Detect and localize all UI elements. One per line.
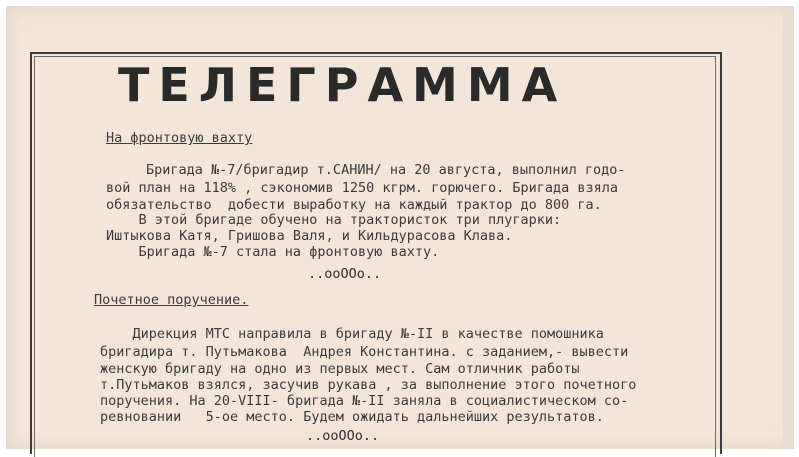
text-line: женскую бригаду на одно из первых мест. Сам отличник работы <box>100 361 580 377</box>
document-title: ТЕЛЕГРАММА <box>118 58 567 112</box>
text-line: Иштыкова Катя, Гришова Валя, и Кильдурасова Клава. <box>106 228 513 244</box>
text-line: В этой бригаде обучено на трактористок три плугарки: <box>106 212 562 228</box>
section-heading-front-watch: На фронтовую вахту <box>106 130 253 146</box>
text-line: т.Путьмаков взялся, засучив рукава , за выполнение этого почетного <box>100 377 637 393</box>
text-line: поручения. На 20-VIII- бригада №-II заняла в социалистическом со- <box>100 393 629 409</box>
text-line: ревновании 5-ое место. Будем ожидать дальнейших результатов. <box>100 409 604 425</box>
text-line: обязательство добести выработку на каждый трактор до 800 га. <box>106 197 602 213</box>
text-line: Бригада №-7 стала на фронтовую вахту. <box>106 244 440 260</box>
section-heading-honor-assignment: Почетное поручение. <box>94 292 249 308</box>
text-line: Дирекция МТС направила в бригаду №-II в качестве помошника <box>100 326 604 342</box>
text-line: вой план на 118% , сэкономив 1250 кгрм. горючего. Бригада взяла <box>106 180 619 196</box>
text-line: бригадира т. Путьмакова Андрея Константина. с заданием,- вывести <box>100 344 629 360</box>
separator: ..ооООо.. <box>308 266 382 282</box>
paper-edge <box>783 6 794 449</box>
text-line: Бригада №-7/бригадир т.САНИН/ на 20 августа, выполнил годо- <box>146 162 626 178</box>
separator: ..ооООо.. <box>306 428 380 444</box>
